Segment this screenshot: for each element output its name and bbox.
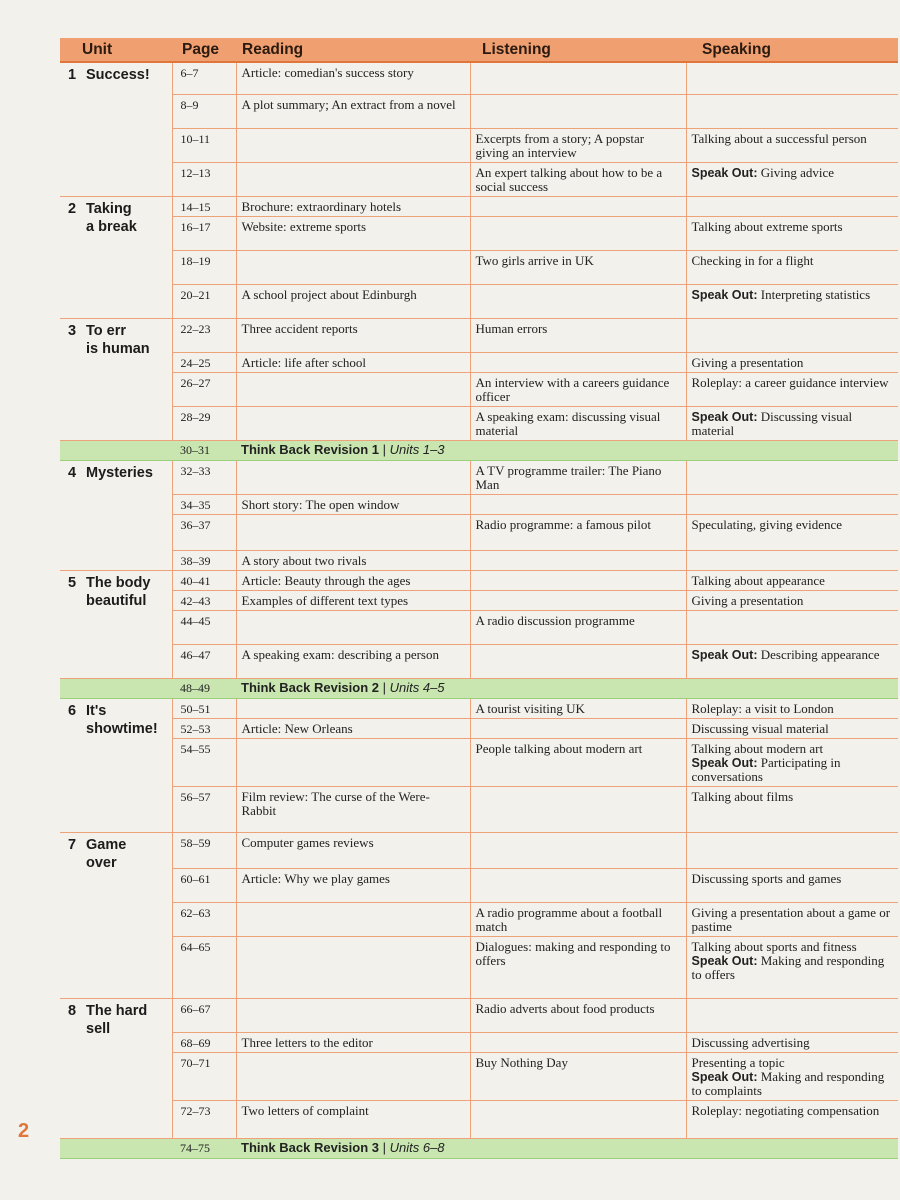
revision-spacer (60, 1138, 172, 1158)
speaking-text: Discussing sports and games (691, 870, 842, 886)
table-header (60, 38, 898, 62)
page-range: 42–43 (172, 590, 236, 610)
speak-out-line (692, 756, 894, 784)
unit-cell (60, 698, 172, 832)
speak-out-label: Speak Out: (691, 1069, 758, 1084)
speaking-cell (686, 1032, 898, 1052)
unit-title: The hard (86, 1002, 148, 1019)
page-range: 22–23 (172, 318, 236, 352)
speaking-cell (686, 352, 898, 372)
speak-out-label: Speak Out: (691, 953, 758, 968)
table-row (60, 514, 898, 550)
speaking-text: Talking about modern art (691, 740, 824, 756)
speak-out-line (692, 954, 894, 982)
reading-cell: Article: life after school (236, 352, 470, 372)
page-range: 68–69 (172, 1032, 236, 1052)
speaking-text: Discussing visual material (691, 720, 829, 736)
unit-cell (60, 832, 172, 998)
page-range: 14–15 (172, 196, 236, 216)
revision-separator: | (379, 1139, 390, 1155)
unit-cell (60, 62, 172, 196)
speaking-cell (686, 998, 898, 1032)
speak-out-text: Discussing visual material (691, 408, 853, 438)
speak-out-label: Speak Out: (691, 409, 758, 424)
speaking-cell (686, 216, 898, 250)
revision-page: 48–49 (172, 678, 236, 698)
listening-cell: An interview with a careers guidance officer (470, 372, 686, 406)
page-range: 40–41 (172, 570, 236, 590)
reading-cell: Article: Beauty through the ages (236, 570, 470, 590)
speak-out-label: Speak Out: (691, 755, 758, 770)
speak-out-line (692, 410, 894, 438)
table-row (60, 406, 898, 440)
page-range: 20–21 (172, 284, 236, 318)
unit-cell (60, 460, 172, 570)
table-row (60, 610, 898, 644)
header-unit: Unit (60, 38, 172, 62)
speaking-cell (686, 460, 898, 494)
speaking-cell (686, 62, 898, 94)
table-row (60, 162, 898, 196)
speaking-text: Giving a presentation (691, 354, 804, 370)
speak-out-text: Giving advice (760, 164, 835, 180)
listening-cell: Human errors (470, 318, 686, 352)
reading-cell (236, 698, 470, 718)
revision-page: 74–75 (172, 1138, 236, 1158)
listening-cell (470, 216, 686, 250)
listening-cell: People talking about modern art (470, 738, 686, 786)
reading-cell (236, 936, 470, 998)
reading-cell: Film review: The curse of the Were-Rabbit (236, 786, 470, 832)
revision-spacer (60, 440, 172, 460)
table-row (60, 590, 898, 610)
speaking-cell (686, 570, 898, 590)
speaking-cell (686, 590, 898, 610)
speaking-cell (686, 902, 898, 936)
speaking-cell (686, 196, 898, 216)
unit-number: 3 (68, 322, 77, 339)
revision-spacer (60, 678, 172, 698)
speaking-text: Talking about appearance (691, 572, 825, 588)
speaking-text: Giving a presentation about a game or pastime (691, 904, 891, 934)
speaking-cell (686, 868, 898, 902)
reading-cell (236, 460, 470, 494)
reading-cell: A school project about Edinburgh (236, 284, 470, 318)
speaking-cell (686, 738, 898, 786)
listening-cell: Buy Nothing Day (470, 1052, 686, 1100)
reading-cell: Article: Why we play games (236, 868, 470, 902)
listening-cell: A radio discussion programme (470, 610, 686, 644)
reading-cell (236, 250, 470, 284)
listening-cell (470, 590, 686, 610)
speaking-cell (686, 284, 898, 318)
listening-cell (470, 94, 686, 128)
revision-separator: | (379, 441, 390, 457)
speaking-cell (686, 406, 898, 440)
unit-number: 4 (68, 464, 77, 481)
table-row (60, 250, 898, 284)
revision-label (236, 1138, 898, 1158)
speak-out-line (692, 648, 894, 662)
speak-out-text: Making and responding to offers (691, 952, 885, 982)
table-row (60, 128, 898, 162)
page-range: 58–59 (172, 832, 236, 868)
unit-title-line2: over (86, 854, 117, 871)
unit-number: 2 (68, 200, 77, 217)
unit-title: Mysteries (86, 464, 153, 481)
speaking-cell (686, 318, 898, 352)
header-listening: Listening (470, 38, 686, 62)
page-range: 56–57 (172, 786, 236, 832)
reading-cell (236, 610, 470, 644)
listening-cell (470, 196, 686, 216)
listening-cell (470, 62, 686, 94)
page-range: 52–53 (172, 718, 236, 738)
listening-cell (470, 1100, 686, 1138)
table-row (60, 494, 898, 514)
page-range: 10–11 (172, 128, 236, 162)
header-page: Page (172, 38, 236, 62)
reading-cell (236, 514, 470, 550)
speaking-cell (686, 718, 898, 738)
unit-number: 7 (68, 836, 77, 853)
speaking-text: Checking in for a flight (691, 252, 814, 268)
table-row (60, 902, 898, 936)
table-row (60, 550, 898, 570)
page-range: 24–25 (172, 352, 236, 372)
reading-cell: Website: extreme sports (236, 216, 470, 250)
unit-title-line2: showtime! (86, 720, 158, 737)
table-body (60, 62, 898, 1158)
speak-out-text: Interpreting statistics (760, 286, 871, 302)
speak-out-label: Speak Out: (691, 165, 758, 180)
unit-title: To err (86, 322, 127, 339)
reading-cell: Short story: The open window (236, 494, 470, 514)
table-row (60, 644, 898, 678)
speaking-cell (686, 1100, 898, 1138)
reading-cell (236, 738, 470, 786)
table-row (60, 460, 898, 494)
speaking-cell (686, 250, 898, 284)
speaking-cell (686, 514, 898, 550)
speak-out-line (692, 1070, 894, 1098)
speaking-cell (686, 936, 898, 998)
unit-title: Taking (86, 200, 132, 217)
table-row (60, 372, 898, 406)
contents-table (60, 38, 898, 1159)
speaking-text: Roleplay: a visit to London (691, 700, 834, 716)
listening-cell: A radio programme about a football match (470, 902, 686, 936)
page-range: 50–51 (172, 698, 236, 718)
table-row (60, 1100, 898, 1138)
listening-cell (470, 718, 686, 738)
revision-row (60, 1138, 898, 1158)
reading-cell (236, 372, 470, 406)
speaking-cell (686, 644, 898, 678)
page-range: 34–35 (172, 494, 236, 514)
speaking-text: Roleplay: a career guidance interview (691, 374, 889, 390)
listening-cell: A TV programme trailer: The Piano Man (470, 460, 686, 494)
reading-cell: A speaking exam: describing a person (236, 644, 470, 678)
speaking-text: Talking about extreme sports (691, 218, 843, 234)
page-range: 28–29 (172, 406, 236, 440)
unit-title: Game (86, 836, 127, 853)
page-range: 44–45 (172, 610, 236, 644)
unit-cell (60, 998, 172, 1138)
page-range: 36–37 (172, 514, 236, 550)
unit-title-line2: a break (86, 218, 137, 235)
page-range: 12–13 (172, 162, 236, 196)
revision-title: Think Back Revision 3 (241, 1139, 379, 1155)
speaking-text: Talking about sports and fitness (691, 938, 857, 954)
reading-cell: A plot summary; An extract from a novel (236, 94, 470, 128)
page-range: 26–27 (172, 372, 236, 406)
page-range: 6–7 (172, 62, 236, 94)
listening-cell: Two girls arrive in UK (470, 250, 686, 284)
reading-cell: Brochure: extraordinary hotels (236, 196, 470, 216)
listening-cell: An expert talking about how to be a social success (470, 162, 686, 196)
listening-cell (470, 352, 686, 372)
page-range: 8–9 (172, 94, 236, 128)
page-range: 62–63 (172, 902, 236, 936)
reading-cell (236, 128, 470, 162)
page-range: 66–67 (172, 998, 236, 1032)
table-row (60, 786, 898, 832)
table-row (60, 936, 898, 998)
listening-cell: A speaking exam: discussing visual material (470, 406, 686, 440)
speaking-cell (686, 372, 898, 406)
unit-number: 6 (68, 702, 77, 719)
speaking-cell (686, 162, 898, 196)
unit-title: The body (86, 574, 151, 591)
revision-title: Think Back Revision 1 (241, 441, 379, 457)
unit-number: 1 (68, 67, 77, 83)
listening-cell (470, 786, 686, 832)
revision-units: Units 6–8 (389, 1139, 445, 1155)
page-range: 46–47 (172, 644, 236, 678)
page-range: 54–55 (172, 738, 236, 786)
speaking-text: Presenting a topic (691, 1054, 785, 1070)
revision-label (236, 678, 898, 698)
contents-page (60, 38, 898, 1159)
table-row (60, 738, 898, 786)
speak-out-label: Speak Out: (691, 287, 758, 302)
speaking-text: Roleplay: negotiating compensation (691, 1102, 880, 1118)
table-row (60, 352, 898, 372)
speak-out-line (692, 288, 894, 302)
reading-cell: Three letters to the editor (236, 1032, 470, 1052)
reading-cell (236, 406, 470, 440)
reading-cell: Article: New Orleans (236, 718, 470, 738)
speak-out-text: Describing appearance (760, 646, 880, 662)
table-row (60, 94, 898, 128)
page-range: 38–39 (172, 550, 236, 570)
listening-cell: A tourist visiting UK (470, 698, 686, 718)
header-reading: Reading (236, 38, 470, 62)
revision-label (236, 440, 898, 460)
listening-cell: Dialogues: making and responding to offers (470, 936, 686, 998)
speaking-cell (686, 698, 898, 718)
speak-out-text: Participating in conversations (691, 754, 841, 784)
header-speaking: Speaking (686, 38, 898, 62)
listening-cell: Radio adverts about food products (470, 998, 686, 1032)
reading-cell: Article: comedian's success story (236, 62, 470, 94)
unit-title-line2: sell (86, 1020, 111, 1037)
speaking-cell (686, 494, 898, 514)
revision-units: Units 4–5 (389, 679, 445, 695)
speaking-cell (686, 1052, 898, 1100)
speaking-cell (686, 94, 898, 128)
unit-title: It's (86, 702, 107, 719)
page-range: 16–17 (172, 216, 236, 250)
speaking-text: Talking about a successful person (691, 130, 867, 146)
table-row (60, 216, 898, 250)
reading-cell: Three accident reports (236, 318, 470, 352)
unit-cell (60, 196, 172, 318)
speak-out-label: Speak Out: (691, 647, 758, 662)
page-range: 60–61 (172, 868, 236, 902)
reading-cell: Computer games reviews (236, 832, 470, 868)
page-range: 18–19 (172, 250, 236, 284)
reading-cell: Two letters of complaint (236, 1100, 470, 1138)
reading-cell (236, 1052, 470, 1100)
reading-cell (236, 998, 470, 1032)
table-row (60, 832, 898, 868)
page-range: 64–65 (172, 936, 236, 998)
speaking-cell (686, 610, 898, 644)
listening-cell: Radio programme: a famous pilot (470, 514, 686, 550)
table-row (60, 1052, 898, 1100)
speak-out-text: Making and responding to complaints (691, 1068, 885, 1098)
listening-cell (470, 570, 686, 590)
unit-cell (60, 318, 172, 440)
table-row (60, 284, 898, 318)
unit-title-line2: beautiful (86, 592, 147, 609)
page-number: 2 (18, 1120, 30, 1142)
reading-cell: A story about two rivals (236, 550, 470, 570)
listening-cell (470, 550, 686, 570)
listening-cell (470, 1032, 686, 1052)
speaking-cell (686, 832, 898, 868)
revision-row (60, 678, 898, 698)
speaking-text: Speculating, giving evidence (691, 516, 843, 532)
speaking-cell (686, 550, 898, 570)
table-row (60, 570, 898, 590)
unit-title: Success! (86, 67, 150, 83)
revision-units: Units 1–3 (389, 441, 445, 457)
speak-out-line (692, 166, 894, 180)
listening-cell (470, 832, 686, 868)
page-range: 72–73 (172, 1100, 236, 1138)
page-range: 32–33 (172, 460, 236, 494)
listening-cell: Excerpts from a story; A popstar giving an interview (470, 128, 686, 162)
speaking-text: Talking about films (691, 788, 794, 804)
page-range: 70–71 (172, 1052, 236, 1100)
revision-page: 30–31 (172, 440, 236, 460)
table-row (60, 998, 898, 1032)
table-row (60, 318, 898, 352)
listening-cell (470, 284, 686, 318)
listening-cell (470, 494, 686, 514)
unit-title-line2: is human (86, 340, 150, 357)
revision-title: Think Back Revision 2 (241, 679, 379, 695)
revision-separator: | (379, 679, 390, 695)
unit-number: 8 (68, 1002, 77, 1019)
listening-cell (470, 644, 686, 678)
table-row (60, 718, 898, 738)
speaking-text: Discussing advertising (691, 1034, 810, 1050)
table-row (60, 62, 898, 94)
table-row (60, 698, 898, 718)
reading-cell: Examples of different text types (236, 590, 470, 610)
revision-row (60, 440, 898, 460)
speaking-cell (686, 128, 898, 162)
unit-number: 5 (68, 574, 77, 591)
unit-cell (60, 570, 172, 678)
table-row (60, 868, 898, 902)
listening-cell (470, 868, 686, 902)
speaking-text: Giving a presentation (691, 592, 804, 608)
speaking-cell (686, 786, 898, 832)
reading-cell (236, 902, 470, 936)
reading-cell (236, 162, 470, 196)
table-row (60, 196, 898, 216)
table-row (60, 1032, 898, 1052)
